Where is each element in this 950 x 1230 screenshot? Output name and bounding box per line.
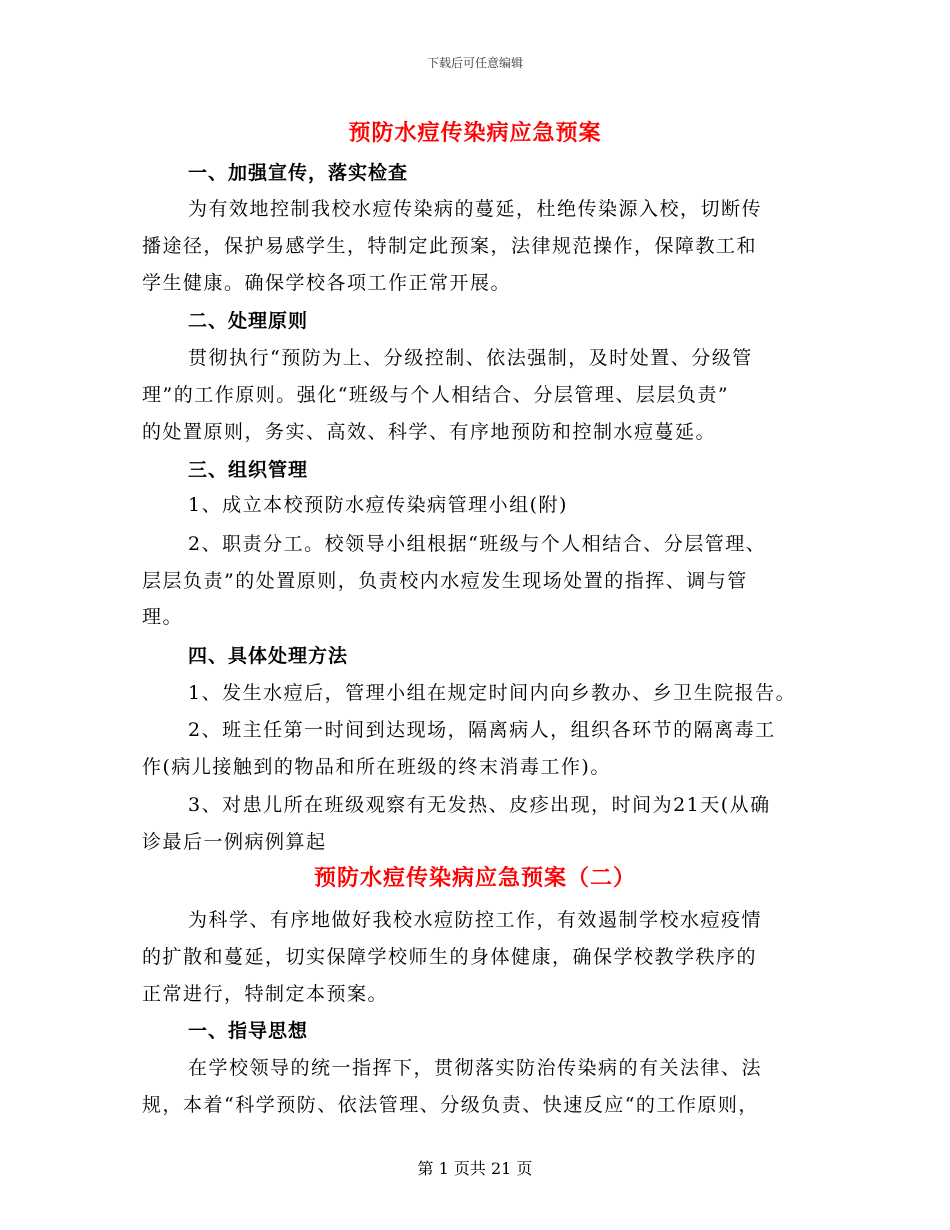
- page-footer: 第 1 页共 21 页: [417, 1159, 533, 1178]
- paragraph-line: 1、成立本校预防水痘传染病管理小组(附): [188, 494, 568, 516]
- paragraph-line: 在学校领导的统一指挥下，贯彻落实防治传染病的有关法律、法: [188, 1057, 763, 1079]
- section-heading-1: 一、加强宣传，落实检查: [188, 162, 409, 184]
- paragraph-line: 的扩散和蔓延，切实保障学校师生的身体健康，确保学校教学秩序的: [142, 946, 758, 968]
- paragraph-line: 的处置原则，务实、高效、科学、有序地预防和控制水痘蔓延。: [142, 421, 717, 443]
- paragraph-line: 贯彻执行“预防为上、分级控制、依法强制，及时处置、分级管: [188, 347, 753, 369]
- section-heading-3: 三、组织管理: [188, 459, 309, 481]
- paragraph-line: 3、对患儿所在班级观察有无发热、皮疹出现，时间为21天(从确: [188, 794, 771, 816]
- paragraph-line: 规，本着“科学预防、依法管理、分级负责、快速反应“的工作原则，: [142, 1094, 759, 1116]
- header-note: 下载后可任意编辑: [426, 56, 523, 70]
- paragraph-line: 理。: [142, 606, 184, 628]
- doc-title: 预防水痘传染病应急预案: [348, 120, 602, 146]
- paragraph-line: 作(病儿接触到的物品和所在班级的终末消毒工作)。: [142, 756, 611, 778]
- paragraph-line: 学生健康。确保学校各项工作正常开展。: [142, 272, 512, 294]
- section-heading-2: 二、处理原则: [188, 310, 309, 332]
- paragraph-line: 播途径，保护易感学生，特制定此预案，法律规范操作，保障教工和: [142, 235, 758, 257]
- paragraph-line: 正常进行，特制定本预案。: [142, 983, 389, 1005]
- paragraph-line: 诊最后一例病例算起: [142, 831, 327, 853]
- paragraph-line: 理”的工作原则。强化“班级与个人相结合、分层管理、层层负责”: [142, 384, 730, 406]
- paragraph-line: 为科学、有序地做好我校水痘防控工作，有效遏制学校水痘疫情: [188, 909, 763, 931]
- paragraph-line: 2、班主任第一时间到达现场，隔离病人，组织各环节的隔离毒工: [188, 719, 776, 741]
- paragraph-line: 2、职责分工。校领导小组根据“班级与个人相结合、分层管理、: [188, 533, 767, 555]
- paragraph-line: 层层负责”的处置原则，负责校内水痘发生现场处置的指挥、调与管: [142, 570, 748, 592]
- section-heading-2-1: 一、指导思想: [188, 1020, 309, 1042]
- section-heading-4: 四、具体处理方法: [188, 645, 349, 667]
- doc-title-2: 预防水痘传染病应急预案（二）: [313, 865, 636, 891]
- paragraph-line: 1、发生水痘后，管理小组在规定时间内向乡教办、乡卫生院报告。: [188, 682, 797, 704]
- paragraph-line: 为有效地控制我校水痘传染病的蔓延，杜绝传染源入校，切断传: [188, 198, 763, 220]
